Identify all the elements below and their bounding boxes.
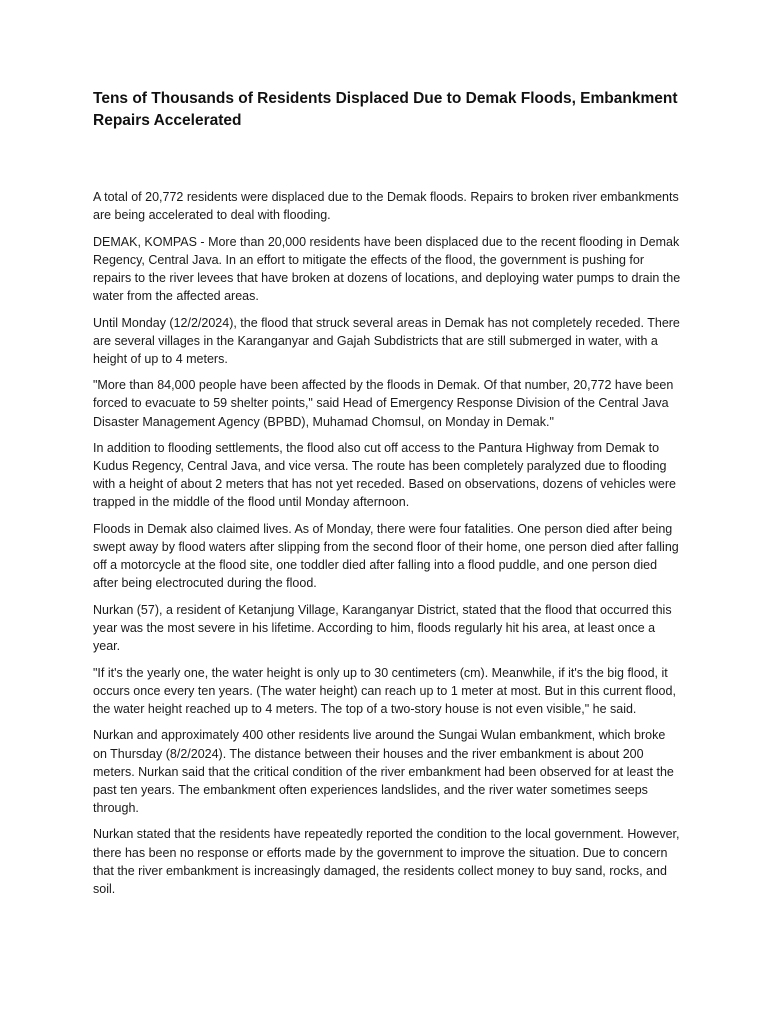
article-lead-paragraph: A total of 20,772 residents were displaced due to the Demak floods. Repairs to broken river embankments are being accelerated to deal with flooding. bbox=[93, 190, 679, 223]
document-page bbox=[93, 88, 681, 906]
article-paragraph: Floods in Demak also claimed lives. As of Monday, there were four fatalities. One person died after being swept away by flood waters after slipping from the second floor of their home, one person died after falling off a motorcycle at the flood site, one toddler died after falling into a flood puddle, and one person died after being electrocuted during the flood. bbox=[93, 522, 679, 591]
article-paragraph: DEMAK, KOMPAS - More than 20,000 residents have been displaced due to the recent flooding in Demak Regency, Central Java. In an effort to mitigate the effects of the flood, the government is pushing for repairs to the river levees that have broken at dozens of locations, and deploying water pumps to drain the water from the affected areas. bbox=[93, 234, 681, 303]
article-paragraph: In addition to flooding settlements, the flood also cut off access to the Pantura Highway from Demak to Kudus Regency, Central Java, and vice versa. The route has been completely paralyzed due to flooding with a height of about 2 meters that has not yet receded. Based on observations, dozens of vehicles were trapped in the middle of the flood until Monday afternoon. bbox=[93, 441, 676, 510]
article-paragraph: "More than 84,000 people have been affected by the floods in Demak. Of that number, 20,772 have been forced to evacuate to 59 shelter points," said Head of Emergency Response Division of the Central Java Disaster Management Agency (BPBD), Muhamad Chomsul, on Monday in Demak." bbox=[93, 378, 674, 429]
article-paragraph: Nurkan stated that the residents have repeatedly reported the condition to the local government. However, there has been no response or efforts made by the government to improve the situation. Due to concern that the river embankment is increasingly damaged, the residents collect money to buy sand, rocks, and soil. bbox=[93, 827, 680, 896]
article-paragraph: Nurkan (57), a resident of Ketanjung Village, Karanganyar District, stated that the flood that occurred this year was the most severe in his lifetime. According to him, floods regularly hit his area, at least once a year. bbox=[93, 602, 672, 654]
article-paragraph: Nurkan and approximately 400 other residents live around the Sungai Wulan embankment, which broke on Thursday (8/2/2024). The distance between their houses and the river embankment is about 200 meters. Nurkan said that the critical condition of the river embankment had been observed for at least the past ten years. The embankment often experiences landslides, and the river water sometimes seeps through. bbox=[93, 728, 674, 815]
article-paragraph: Until Monday (12/2/2024), the flood that struck several areas in Demak has not completely receded. There are several villages in the Karanganyar and Gajah Subdistricts that are still submerged in water, with a height of up to 4 meters. bbox=[93, 315, 680, 366]
article-title: Tens of Thousands of Residents Displaced Due to Demak Floods, Embankment Repairs Accelerated bbox=[93, 90, 678, 129]
article-paragraph: "If it's the yearly one, the water height is only up to 30 centimeters (cm). Meanwhile, if it's the big flood, it occurs once every ten years. (The water height) can reach up to 1 meter at most. But in this current flood, the water height reached up to 4 meters. The top of a two-story house is not even visible," he said. bbox=[93, 665, 676, 716]
